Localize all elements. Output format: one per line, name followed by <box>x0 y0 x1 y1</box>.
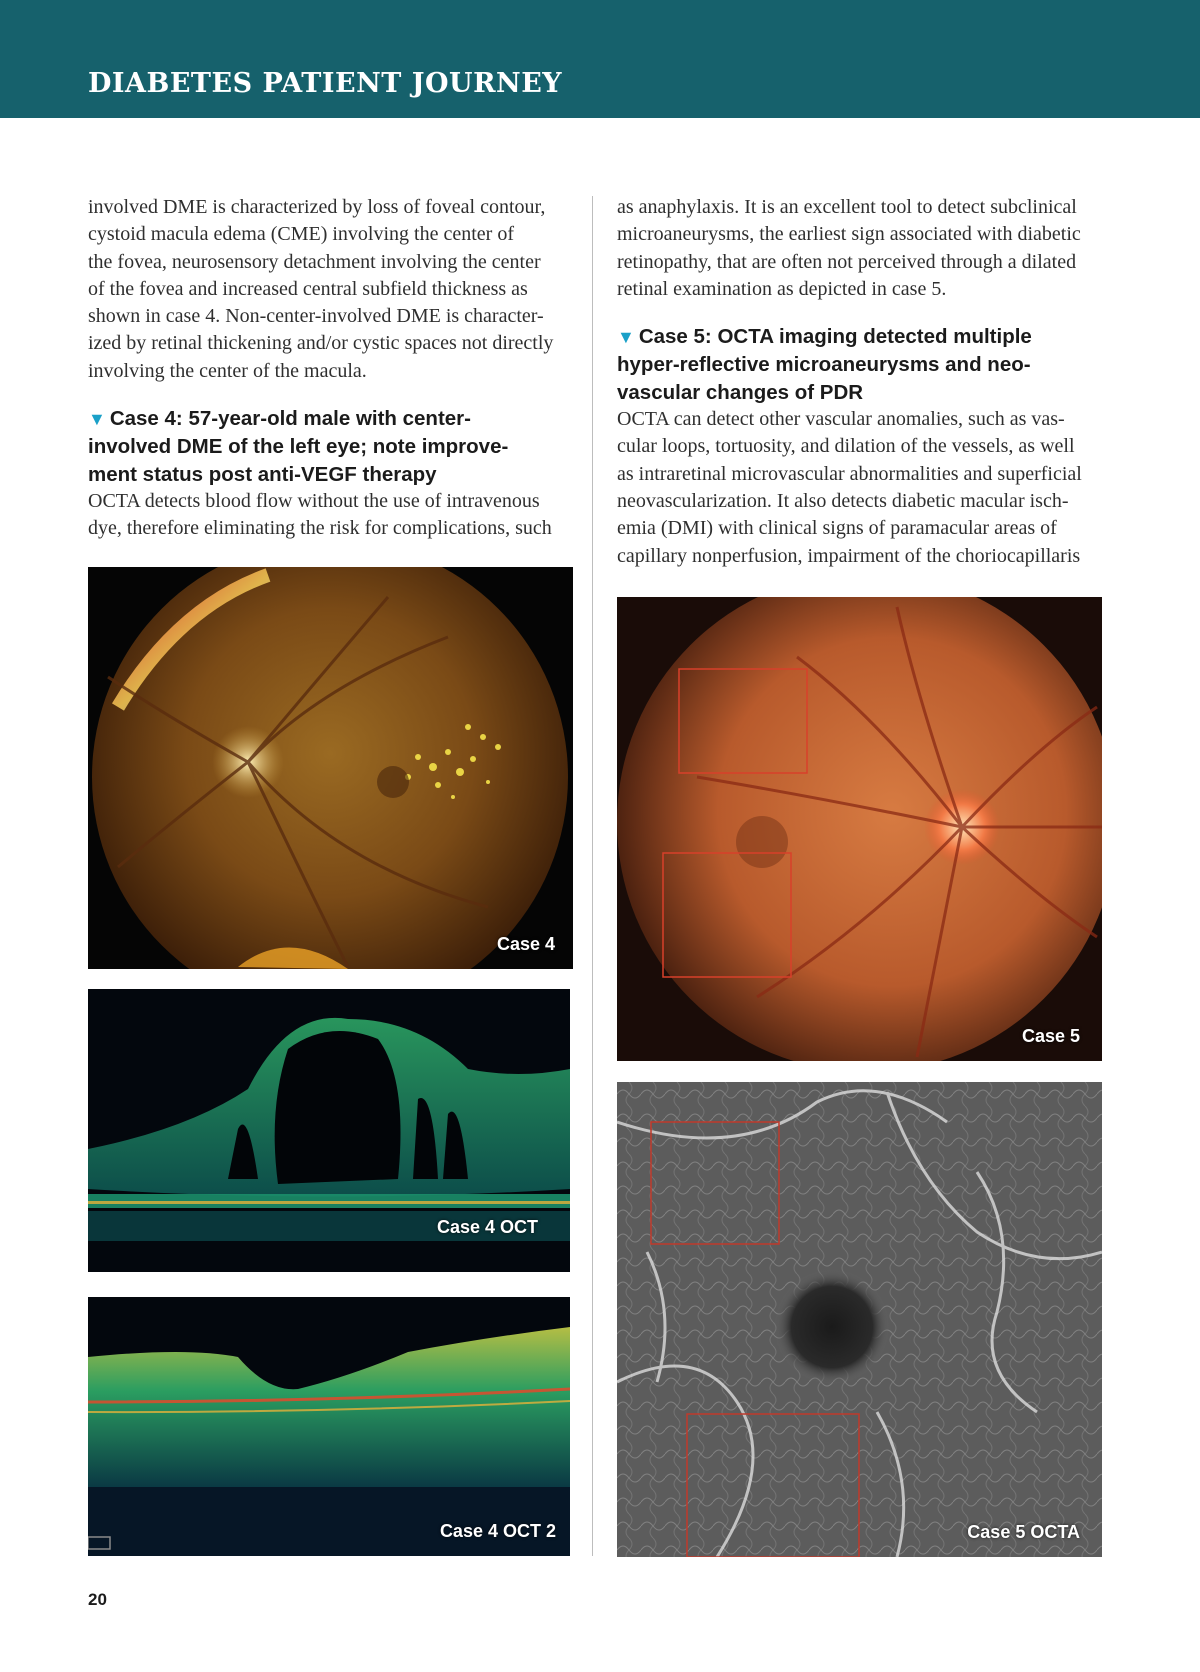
right-octa-paragraph <box>617 406 1105 570</box>
text-line: as intraretinal microvascular abnormalities and superficial <box>617 462 1082 485</box>
figure-label: Case 4 OCT <box>436 1217 538 1237</box>
text-line: ized by retinal thickening and/or cystic spaces not directly <box>88 332 554 355</box>
heading-line: hyper-reflective microaneurysms and neo- <box>617 353 1031 377</box>
page-number: 20 <box>88 1590 107 1609</box>
text-line: cystoid macula edema (CME) involving the center of <box>88 223 514 246</box>
heading-line: ment status post anti-VEGF therapy <box>88 462 437 486</box>
heading-line: ▼ Case 4: 57-year-old male with center- <box>88 407 471 431</box>
figure-label: Case 4 <box>496 934 555 954</box>
text-line: the fovea, neurosensory detachment involving the center <box>88 250 541 273</box>
case5-octa-image <box>617 1082 1102 1557</box>
text-line: OCTA detects blood flow without the use of intravenous <box>88 489 540 512</box>
right-column <box>617 194 1105 570</box>
text-line: involved DME is characterized by loss of foveal contour, <box>88 196 546 218</box>
case4-oct2-image <box>88 1297 570 1556</box>
text-line: of the fovea and increased central subfield thickness as <box>88 277 528 300</box>
right-intro-paragraph <box>617 194 1105 303</box>
case5-heading <box>617 323 1105 406</box>
text-line: capillary nonperfusion, impairment of the choriocapillaris <box>617 544 1081 567</box>
figure-label: Case 5 <box>1021 1026 1080 1046</box>
text-line: neovascularization. It also detects diabetic macular isch- <box>617 489 1069 512</box>
heading-line: involved DME of the left eye; note improve- <box>88 435 509 459</box>
text-line: retinopathy, that are often not perceived through a dilated <box>617 250 1077 273</box>
page-title: DIABETES PATIENT JOURNEY <box>88 68 563 99</box>
heading-line: vascular changes of PDR <box>617 380 864 404</box>
case4-heading <box>88 405 578 488</box>
case4-oct-image <box>88 989 570 1272</box>
case5-fundus-image <box>617 597 1102 1061</box>
text-line: shown in case 4. Non-center-involved DME is character- <box>88 305 544 328</box>
header-bar <box>0 0 1200 118</box>
text-line: cular loops, tortuosity, and dilation of the vessels, as well <box>617 435 1075 458</box>
left-octa-paragraph <box>88 488 578 543</box>
column-divider <box>592 196 593 1556</box>
text-line: dye, therefore eliminating the risk for complications, such <box>88 517 552 540</box>
left-intro-paragraph <box>88 194 578 385</box>
text-line: involving the center of the macula. <box>88 359 367 382</box>
text-line: OCTA can detect other vascular anomalies, such as vas- <box>617 408 1065 431</box>
text-line: retinal examination as depicted in case 5. <box>617 277 947 300</box>
triangle-marker-icon: ▼ <box>88 409 106 430</box>
text-line: as anaphylaxis. It is an excellent tool to detect subclinical <box>617 196 1077 218</box>
heading-line: ▼ Case 5: OCTA imaging detected multiple <box>617 325 1032 349</box>
left-column <box>88 194 578 543</box>
triangle-marker-icon: ▼ <box>617 327 635 348</box>
figure-label: Case 4 OCT 2 <box>439 1521 556 1541</box>
figure-label: Case 5 OCTA <box>967 1522 1080 1542</box>
text-line: microaneurysms, the earliest sign associated with diabetic <box>617 223 1081 246</box>
text-line: emia (DMI) with clinical signs of paramacular areas of <box>617 517 1057 540</box>
case4-fundus-image <box>88 567 573 969</box>
